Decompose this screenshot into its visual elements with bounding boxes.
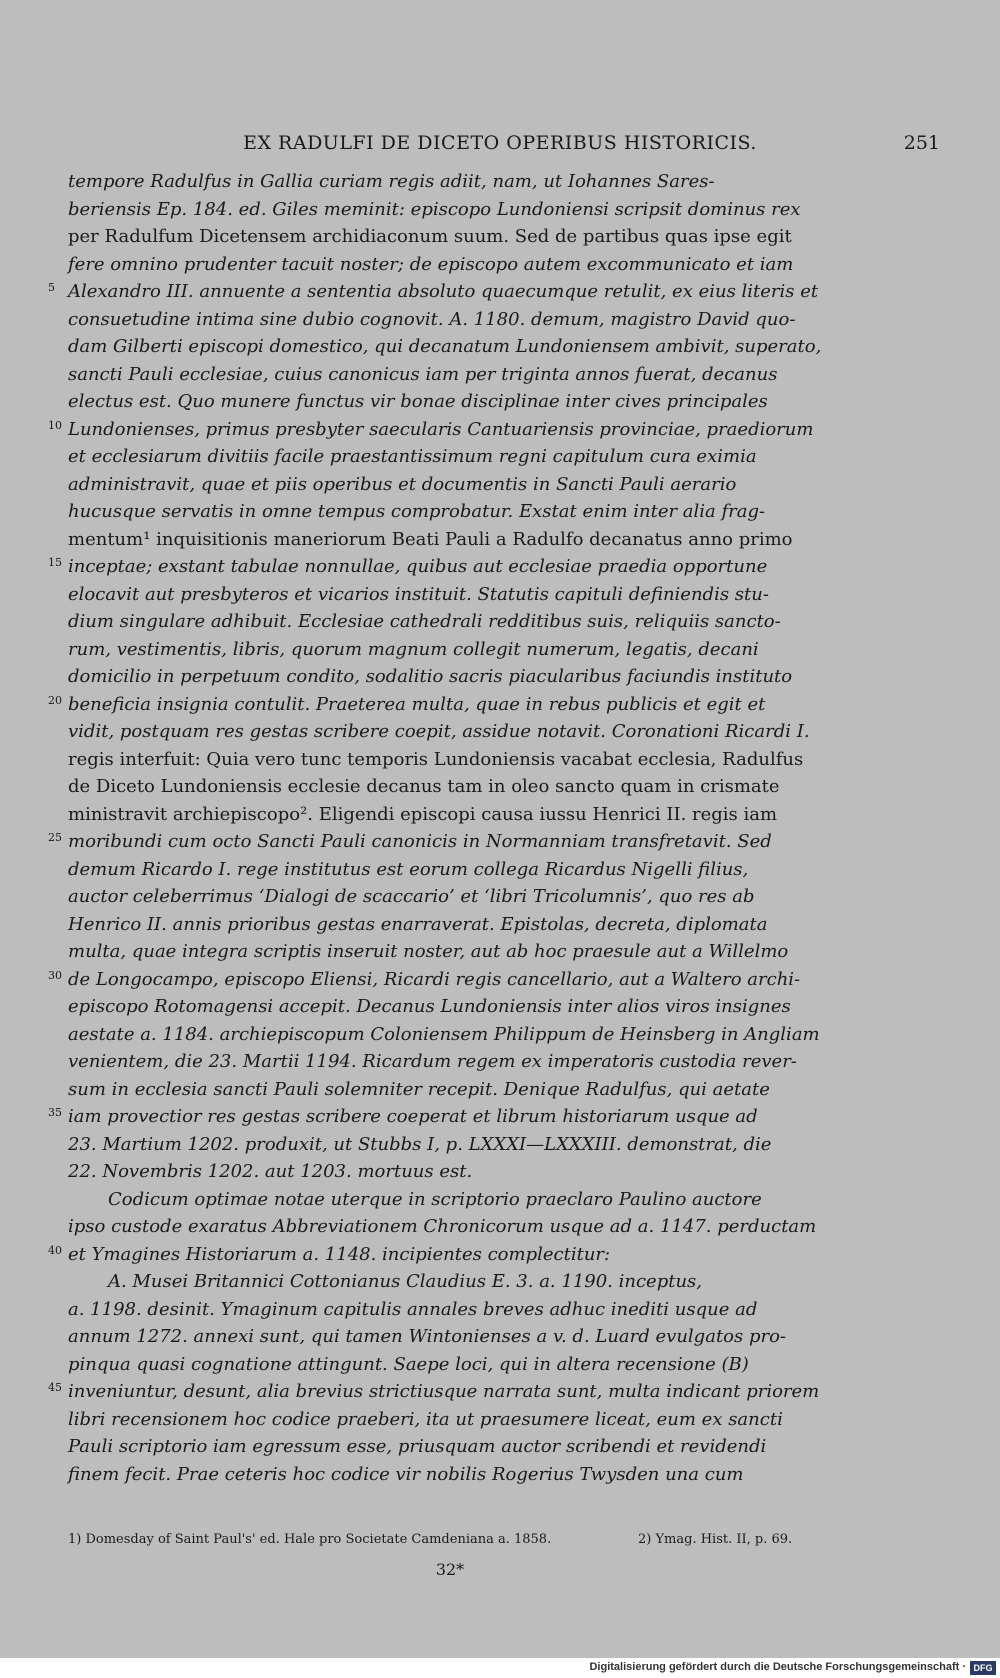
body-text bbox=[48, 168, 840, 1488]
text-line bbox=[48, 1103, 840, 1131]
text-line bbox=[48, 828, 840, 856]
text-line bbox=[60, 938, 840, 966]
line-text: aestate a. 1184. archiepiscopum Coloniensem Philippum de Heinsberg in Angliam bbox=[68, 1023, 820, 1045]
text-line bbox=[48, 416, 840, 444]
line-text: administravit, quae et piis operibus et documentis in Sancti Pauli aerario bbox=[68, 473, 737, 495]
text-line bbox=[48, 691, 840, 719]
text-line bbox=[60, 1076, 840, 1104]
text-line bbox=[48, 1378, 840, 1406]
line-number: 5 bbox=[48, 281, 55, 294]
signature-mark: 32* bbox=[435, 1560, 465, 1579]
text-line bbox=[60, 746, 840, 774]
text-line bbox=[60, 1048, 840, 1076]
text-line bbox=[60, 1213, 840, 1241]
line-text: fere omnino prudenter tacuit noster; de episcopo autem excommunicato et iam bbox=[68, 253, 794, 275]
page-header bbox=[60, 132, 940, 162]
line-text: dam Gilberti episcopi domestico, qui decanatum Lundoniensem ambivit, superato, bbox=[68, 336, 822, 357]
text-line bbox=[60, 196, 840, 224]
credit-bar bbox=[0, 1658, 1000, 1678]
line-number: 20 bbox=[48, 693, 62, 707]
text-line bbox=[60, 498, 840, 526]
line-text: sum in ecclesia sancti Pauli solemniter recepit. Denique Radulfus, qui aetate bbox=[68, 1078, 770, 1100]
line-text: Henrico II. annis prioribus gestas enarraverat. Epistolas, decreta, diplomata bbox=[68, 913, 768, 935]
text-line bbox=[60, 1461, 840, 1489]
line-number: 35 bbox=[48, 1106, 62, 1119]
line-number: 30 bbox=[48, 968, 62, 982]
text-line bbox=[60, 1351, 840, 1379]
line-text: tempore Radulfus in Gallia curiam regis adiit, nam, ut Iohannes Sares- bbox=[68, 171, 715, 192]
text-line bbox=[60, 1406, 840, 1434]
line-text: demum Ricardo I. rege institutus est eorum collega Ricardus Nigelli filius, bbox=[68, 858, 749, 880]
text-line bbox=[60, 223, 840, 251]
line-text: regis interfuit: Quia vero tunc temporis Lundoniensis vacabat ecclesia, Radulfus bbox=[68, 748, 804, 770]
line-text: et ecclesiarum divitiis facile praestantissimum regni capitulum cura eximia bbox=[68, 446, 757, 467]
line-text: venientem, die 23. Martii 1194. Ricardum regem ex imperatoris custodia rever- bbox=[68, 1051, 797, 1072]
text-line bbox=[60, 773, 840, 801]
line-text: beriensis Ep. 184. ed. Giles meminit: episcopo Lundoniensi scripsit dominus rex bbox=[68, 198, 801, 220]
line-text: electus est. Quo munere functus vir bonae disciplinae inter cives principales bbox=[68, 391, 768, 412]
running-title: EX RADULFI DE DICETO OPERIBUS HISTORICIS. bbox=[243, 132, 757, 154]
text-line bbox=[48, 1241, 840, 1269]
line-text: Pauli scriptorio iam egressum esse, priusquam auctor scribendi et revidendi bbox=[68, 1436, 767, 1457]
dfg-logo: DFG bbox=[970, 1661, 996, 1675]
text-line bbox=[60, 1268, 840, 1296]
line-text: libri recensionem hoc codice praeberi, ita ut praesumere liceat, eum ex sancti bbox=[68, 1408, 783, 1430]
text-line bbox=[60, 608, 840, 636]
text-line bbox=[60, 911, 840, 939]
line-text: ministravit archiepiscopo². Eligendi episcopi causa iussu Henrici II. regis iam bbox=[68, 803, 778, 825]
line-text: auctor celeberrimus ‘Dialogi de scaccario’ et ‘libri Tricolumnis’, quo res ab bbox=[68, 886, 755, 907]
text-line bbox=[60, 1131, 840, 1159]
footnote-1: 1) Domesday of Saint Paul's' ed. Hale pro Societate Camdeniana a. 1858. bbox=[68, 1532, 552, 1547]
line-text: hucusque servatis in omne tempus comprobatur. Exstat enim inter alia frag- bbox=[68, 501, 766, 522]
text-line bbox=[60, 856, 840, 884]
line-text: dium singulare adhibuit. Ecclesiae cathedrali redditibus suis, reliquiis sancto- bbox=[68, 611, 781, 632]
line-text: moribundi cum octo Sancti Pauli canonicis in Normanniam transfretavit. Sed bbox=[68, 831, 772, 852]
footnote-2: 2) Ymag. Hist. II, p. 69. bbox=[638, 1532, 793, 1547]
line-text: inceptae; exstant tabulae nonnullae, quibus aut ecclesiae praedia opportune bbox=[68, 556, 768, 577]
text-line bbox=[60, 1021, 840, 1049]
line-number: 25 bbox=[48, 831, 62, 844]
line-text: annum 1272. annexi sunt, qui tamen Wintonienses a v. d. Luard evulgatos pro- bbox=[68, 1326, 787, 1347]
line-text: multa, quae integra scriptis inseruit noster, aut ab hoc praesule aut a Willelmo bbox=[68, 941, 789, 962]
text-line bbox=[48, 278, 840, 306]
text-line bbox=[60, 1323, 840, 1351]
line-text: iam provectior res gestas scribere coeperat et librum historiarum usque ad bbox=[68, 1106, 758, 1127]
line-text: de Diceto Lundoniensis ecclesie decanus tam in oleo sancto quam in crismate bbox=[68, 776, 780, 797]
text-line bbox=[60, 1158, 840, 1186]
text-line bbox=[60, 526, 840, 554]
line-text: per Radulfum Dicetensem archidiaconum suum. Sed de partibus quas ipse egit bbox=[68, 226, 792, 247]
line-text: de Longocampo, episcopo Eliensi, Ricardi regis cancellario, aut a Waltero archi- bbox=[68, 968, 801, 990]
line-text: rum, vestimentis, libris, quorum magnum collegit numerum, legatis, decani bbox=[68, 638, 759, 660]
line-text: 22. Novembris 1202. aut 1203. mortuus est. bbox=[68, 1161, 473, 1182]
line-text: 23. Martium 1202. produxit, ut Stubbs I, p. LXXXI—LXXXIII. demonstrat, die bbox=[68, 1133, 772, 1155]
line-text: beneficia insignia contulit. Praeterea multa, quae in rebus publicis et egit et bbox=[68, 693, 766, 715]
line-text: elocavit aut presbyteros et vicarios instituit. Statutis capituli definiendis stu- bbox=[68, 583, 769, 605]
line-text: A. Musei Britannici Cottonianus Claudius E. 3. a. 1190. inceptus, bbox=[108, 1271, 703, 1292]
line-text: episcopo Rotomagensi accepit. Decanus Lundoniensis inter alios viros insignes bbox=[68, 996, 791, 1017]
line-text: ipso custode exaratus Abbreviationem Chronicorum usque ad a. 1147. perductam bbox=[68, 1216, 817, 1237]
text-line bbox=[60, 306, 840, 334]
line-number: 15 bbox=[48, 556, 62, 569]
line-text: et Ymagines Historiarum a. 1148. incipientes complectitur: bbox=[68, 1243, 611, 1265]
text-line bbox=[60, 361, 840, 389]
line-text: pinqua quasi cognatione attingunt. Saepe loci, qui in altera recensione (B) bbox=[68, 1353, 749, 1375]
text-line bbox=[60, 251, 840, 279]
text-line bbox=[60, 388, 840, 416]
text-line bbox=[60, 1296, 840, 1324]
line-text: inveniuntur, desunt, alia brevius strictiusque narrata sunt, multa indicant priorem bbox=[68, 1381, 820, 1402]
page-number: 251 bbox=[903, 132, 940, 154]
text-line bbox=[60, 718, 840, 746]
line-number: 45 bbox=[48, 1381, 62, 1394]
text-line bbox=[60, 168, 840, 196]
line-text: Codicum optimae notae uterque in scriptorio praeclaro Paulino auctore bbox=[108, 1188, 762, 1210]
text-line bbox=[60, 663, 840, 691]
line-text: Lundonienses, primus presbyter saecularis Cantuariensis provinciae, praediorum bbox=[68, 418, 814, 440]
text-line bbox=[60, 581, 840, 609]
text-line bbox=[48, 966, 840, 994]
text-line bbox=[60, 883, 840, 911]
line-text: domicilio in perpetuum condito, sodalitio sacris piacularibus faciundis instituto bbox=[68, 666, 793, 687]
line-text: consuetudine intima sine dubio cognovit. A. 1180. demum, magistro David quo- bbox=[68, 308, 796, 330]
text-line bbox=[60, 993, 840, 1021]
line-text: finem fecit. Prae ceteris hoc codice vir nobilis Rogerius Twysden una cum bbox=[68, 1463, 744, 1485]
text-line bbox=[60, 333, 840, 361]
text-line bbox=[60, 1186, 840, 1214]
text-line bbox=[60, 1433, 840, 1461]
line-number: 10 bbox=[48, 418, 62, 432]
line-text: sancti Pauli ecclesiae, cuius canonicus iam per triginta annos fuerat, decanus bbox=[68, 363, 778, 385]
text-line bbox=[60, 471, 840, 499]
line-text: vidit, postquam res gestas scribere coepit, assidue notavit. Coronationi Ricardi I. bbox=[68, 721, 810, 742]
text-line bbox=[48, 553, 840, 581]
line-text: Alexandro III. annuente a sententia absoluto quaecumque retulit, ex eius literis et bbox=[68, 281, 819, 302]
text-line bbox=[60, 443, 840, 471]
line-number: 40 bbox=[48, 1243, 62, 1257]
text-line bbox=[60, 636, 840, 664]
text-line bbox=[60, 801, 840, 829]
line-text: a. 1198. desinit. Ymaginum capitulis annales breves adhuc inediti usque ad bbox=[68, 1298, 758, 1320]
credit-text: Digitalisierung gefördert durch die Deutsche Forschungsgemeinschaft · bbox=[589, 1661, 966, 1673]
line-text: mentum¹ inquisitionis maneriorum Beati Pauli a Radulfo decanatus anno primo bbox=[68, 528, 793, 550]
